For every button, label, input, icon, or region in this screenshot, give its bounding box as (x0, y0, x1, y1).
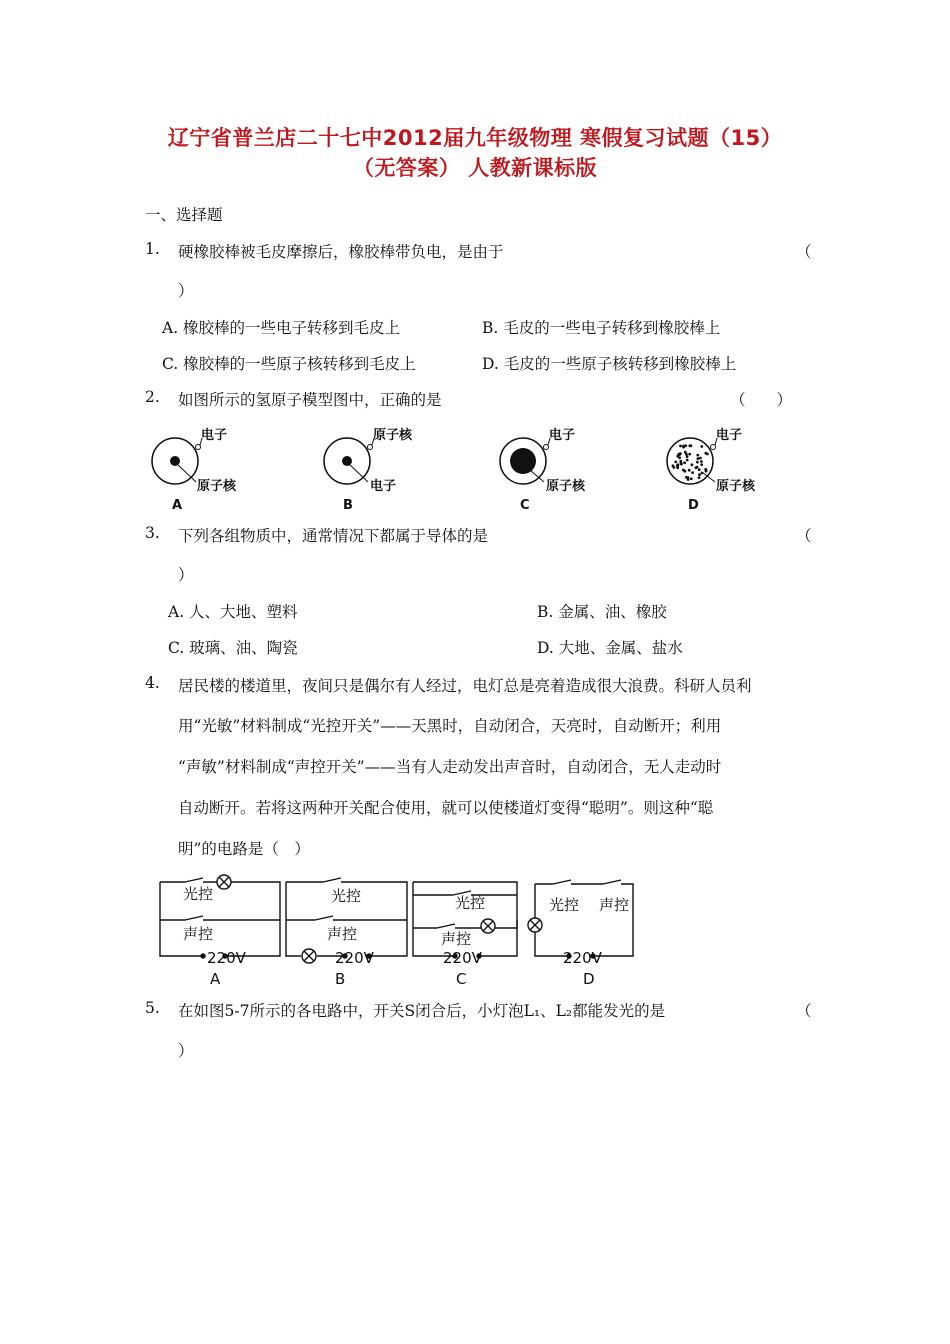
q5-paren-open: （ (796, 1002, 812, 1020)
q3-stem: 下列各组物质中，通常情况下都属于导体的是 (178, 527, 489, 545)
circuit-c-light-label: 光控 (455, 894, 486, 912)
q3-paren-open: （ (796, 527, 812, 545)
circuit-b-letter: B (335, 970, 346, 988)
q3-option-b: B. 金属、油、橡胶 (537, 603, 667, 621)
atom-d-bottom-label: 原子核 (716, 479, 756, 494)
atom-models-figure (140, 420, 790, 515)
q4-line-2: 用“光敏”材料制成“光控开关”——天黑时，自动闭合，天亮时，自动断开；利用 (178, 717, 722, 735)
atom-model-b (324, 427, 413, 513)
q2-paren: （ ） (730, 391, 793, 409)
atom-a-top-label: 电子 (201, 428, 228, 443)
circuit-b-sound-label: 声控 (327, 925, 358, 943)
circuit-c-letter: C (456, 970, 467, 988)
circuit-a (160, 875, 280, 958)
atom-d-top-label: 电子 (716, 428, 743, 443)
circuit-b-voltage: 220V (335, 949, 374, 967)
circuit-c-voltage: 220V (443, 949, 482, 967)
atom-b-letter: B (343, 498, 353, 513)
circuit-d-light-label: 光控 (549, 896, 580, 914)
circuit-d-letter: D (583, 970, 595, 988)
q2-number: 2. (145, 388, 160, 406)
circuit-b-light-label: 光控 (331, 887, 362, 905)
q1-stem: 硬橡胶棒被毛皮摩擦后，橡胶棒带负电，是由于 (178, 243, 504, 261)
atom-model-a (152, 427, 237, 513)
q3-number: 3. (145, 524, 160, 542)
circuit-a-voltage: 220V (207, 949, 246, 967)
atom-c-top-label: 电子 (549, 428, 576, 443)
circuit-d-sound-label: 声控 (599, 896, 630, 914)
q1-option-a: A. 橡胶棒的一些电子转移到毛皮上 (162, 319, 401, 337)
atom-d-letter: D (688, 498, 699, 513)
q1-number: 1. (145, 240, 160, 258)
q3-option-a: A. 人、大地、塑料 (168, 603, 298, 621)
q4-line-4: 自动断开。若将这两种开关配合使用，就可以使楼道灯变得“聪明”。则这种“聪 (178, 799, 714, 817)
atom-b-bottom-label: 电子 (370, 479, 397, 494)
q1-option-b: B. 毛皮的一些电子转移到橡胶棒上 (482, 319, 721, 337)
circuit-diagrams-figure (155, 872, 655, 990)
q4-line-1: 居民楼的楼道里，夜间只是偶尔有人经过，电灯总是亮着造成很大浪费。科研人员利 (178, 677, 752, 695)
q4-line-3: “声敏”材料制成“声控开关”——当有人走动发出声音时，自动闭合，无人走动时 (178, 758, 722, 776)
q3-option-c: C. 玻璃、油、陶瓷 (168, 639, 298, 657)
atom-model-c (500, 427, 586, 513)
q3-option-d: D. 大地、金属、盐水 (537, 639, 683, 657)
q5-stem: 在如图5-7所示的各电路中，开关S闭合后，小灯泡L₁、L₂都能发光的是 (178, 1002, 666, 1020)
q5-number: 5. (145, 999, 160, 1017)
atom-a-letter: A (172, 498, 183, 513)
q1-paren-open: （ (796, 243, 812, 261)
q4-line-5: 明”的电路是（ ） (178, 840, 310, 858)
atom-a-bottom-label: 原子核 (197, 479, 237, 494)
circuit-c-sound-label: 声控 (441, 930, 472, 948)
doc-title-line2: （无答案） 人教新课标版 (352, 156, 598, 180)
q1-paren-close: ） (178, 282, 194, 300)
q1-option-d: D. 毛皮的一些原子核转移到橡胶棒上 (482, 355, 737, 373)
circuit-a-sound-label: 声控 (183, 925, 214, 943)
circuit-d (528, 880, 633, 958)
atom-c-bottom-label: 原子核 (546, 479, 586, 494)
doc-title-line1: 辽宁省普兰店二十七中2012届九年级物理 寒假复习试题（15） (167, 126, 783, 150)
circuit-d-voltage: 220V (563, 949, 602, 967)
atom-model-d (667, 427, 756, 513)
q3-paren-close: ） (178, 566, 194, 584)
circuit-a-light-label: 光控 (183, 885, 214, 903)
circuit-a-letter: A (210, 970, 221, 988)
q4-number: 4. (145, 674, 160, 692)
section-heading: 一、选择题 (145, 206, 223, 224)
q5-paren-close: ） (178, 1042, 194, 1060)
atom-b-top-label: 原子核 (373, 428, 413, 443)
q1-option-c: C. 橡胶棒的一些原子核转移到毛皮上 (162, 355, 416, 373)
q2-stem: 如图所示的氢原子模型图中，正确的是 (178, 391, 442, 409)
atom-c-letter: C (520, 498, 530, 513)
